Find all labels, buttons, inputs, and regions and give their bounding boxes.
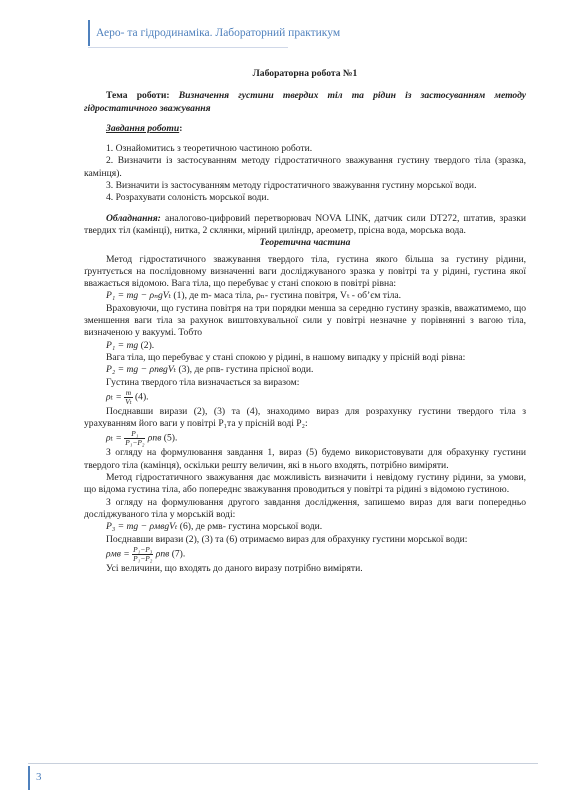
equation-6-note: (6), де ρмв- густина морської води. bbox=[177, 521, 323, 533]
paragraph: З огляду на формулювання другого завдання дослідження, запишемо вираз для ваги попередньо досліджуваного тіла у морській воді: bbox=[84, 496, 526, 520]
equation-5-note: (5). bbox=[161, 433, 178, 445]
tasks-heading bbox=[84, 123, 526, 135]
fraction-numerator: P₁ bbox=[124, 430, 145, 439]
task-item: 2. Визначити із застосуванням методу гідростатичного зважування густину твердого тіла (зразка, камінця). bbox=[84, 155, 526, 179]
paragraph: Вага тіла, що перебуває у стані спокою у рідині, в нашому випадку у прісній воді рівна: bbox=[106, 351, 466, 363]
task-item: 1. Ознайомитись з теоретичною частиною роботи. bbox=[106, 143, 313, 155]
fraction bbox=[124, 430, 145, 447]
equation-2-note: (2). bbox=[138, 339, 155, 351]
equation-4 bbox=[106, 389, 526, 406]
equation-7-lhs: ρмв = bbox=[106, 548, 133, 560]
paragraph: Метод гідростатичного зважування твердого тіла, густина якого більша за густину рідини, ґрунтується на послідовному визначенні ваги досліджуваного зразка у повітрі та у рідині, густина якої вважається відомою. Вага тіла, що перебуває у стані спокою в повітрі рівна: bbox=[84, 253, 526, 290]
topic-text: Визначення густини твердих тіл та рідин із застосуванням методу гідростатичного зважування bbox=[84, 90, 526, 114]
fraction-denominator: Vₜ bbox=[125, 396, 132, 406]
page-body bbox=[84, 68, 526, 575]
equation-7-note: (7). bbox=[169, 548, 186, 560]
equipment-paragraph bbox=[84, 213, 526, 238]
equipment-label: Обладнання: bbox=[106, 212, 161, 224]
equation-6 bbox=[106, 521, 526, 533]
equation-5 bbox=[106, 430, 526, 447]
equation-3-note: (3), де ρпв- густина прісної води. bbox=[176, 364, 314, 376]
tasks-label: Завдання роботи bbox=[106, 122, 180, 134]
paragraph: Поєднавши вирази (2), (3) та (4), знаходимо вираз для розрахунку густини твердого тіла з урахуванням його ваги у повітрі P₁та у прісній воді P₂: bbox=[84, 405, 526, 430]
paragraph: Метод гідростатичного зважування дає можливість визначити і невідому густину рідини, за умови, що відома густина тіла, або попереднє зважування проводиться у повітрі та рідині з відомою густиною. bbox=[84, 472, 526, 496]
paragraph: З огляду на формулювання завдання 1, вираз (5) будемо використовувати для обрахунку густини твердого тіла (камінця), оскільки решту величин, які в нього входять, потрібно виміряти. bbox=[84, 447, 526, 471]
page-number: 3 bbox=[36, 771, 42, 783]
running-header-text: Аеро- та гідродинаміка. Лабораторний практикум bbox=[96, 27, 341, 39]
equation-1-expr: P₁ = mg − ρₙgVₜ bbox=[106, 290, 171, 302]
paragraph: Густина твердого тіла визначається за виразом: bbox=[106, 376, 300, 388]
footer-rule bbox=[28, 763, 538, 764]
equation-5-lhs: ρₜ = bbox=[106, 433, 125, 445]
fraction-numerator: m bbox=[125, 387, 132, 397]
tasks-colon: : bbox=[179, 122, 183, 134]
equipment-text: аналогово-цифровий перетворювач NOVA LINK, датчик сили DT272, штатив, зразки твердих тіл (камінці), нитка, 2 склянки, мірний циліндр, ареометр, прісна вода, морська вода. bbox=[84, 212, 526, 236]
header-rule bbox=[88, 47, 288, 48]
task-item: 4. Розрахувати солоність морської води. bbox=[106, 192, 269, 204]
equation-7 bbox=[106, 546, 526, 563]
equation-7-rhs: ρпв bbox=[153, 548, 170, 560]
page-number-box bbox=[28, 766, 62, 790]
lab-title: Лабораторна робота №1 bbox=[252, 68, 358, 79]
fraction bbox=[124, 389, 132, 406]
topic-paragraph bbox=[84, 90, 526, 115]
equation-5-rhs: ρпв bbox=[145, 433, 162, 445]
equation-2-expr: P₁ = mg bbox=[106, 339, 139, 351]
running-header bbox=[88, 20, 340, 46]
equation-4-lhs: ρₜ = bbox=[106, 391, 125, 403]
theory-title: Теоретична частина bbox=[259, 237, 351, 249]
topic-label: Тема роботи: bbox=[106, 90, 170, 102]
paragraph: Поєднавши вирази (2), (3) та (6) отримаємо вираз для обрахунку густини морської води: bbox=[106, 533, 468, 545]
equation-3 bbox=[106, 364, 526, 376]
equation-1-note: (1), де m- маса тіла, ρₙ- густина повітря, Vₜ - об’єм тіла. bbox=[170, 290, 402, 302]
equation-4-note: (4). bbox=[132, 391, 149, 403]
fraction-numerator: P₁−P₃ bbox=[133, 544, 153, 554]
paragraph: Враховуючи, що густина повітря на три порядки менша за середню густину зразків, вважатимемо, що зменшення ваги тіла за рахунок виштовхувальної сили у повітрі незначне у порівнянні з вагою тіла, визначеною у вакуумі. Тобто bbox=[84, 302, 526, 339]
equation-2 bbox=[106, 340, 526, 352]
fraction-denominator: P₁−P₂ bbox=[133, 553, 153, 563]
fraction bbox=[132, 546, 153, 563]
paragraph: Усі величини, що входять до даного виразу потрібно виміряти. bbox=[106, 562, 363, 574]
task-item: 3. Визначити із застосуванням методу гідростатичного зважування густину морської води. bbox=[106, 180, 477, 192]
equation-3-expr: P₂ = mg − ρпвgVₜ bbox=[106, 364, 177, 376]
fraction-denominator: P₁−P₂ bbox=[125, 438, 145, 448]
equation-6-expr: P₃ = mg − ρмвgVₜ bbox=[106, 521, 178, 533]
equation-1 bbox=[106, 290, 526, 302]
